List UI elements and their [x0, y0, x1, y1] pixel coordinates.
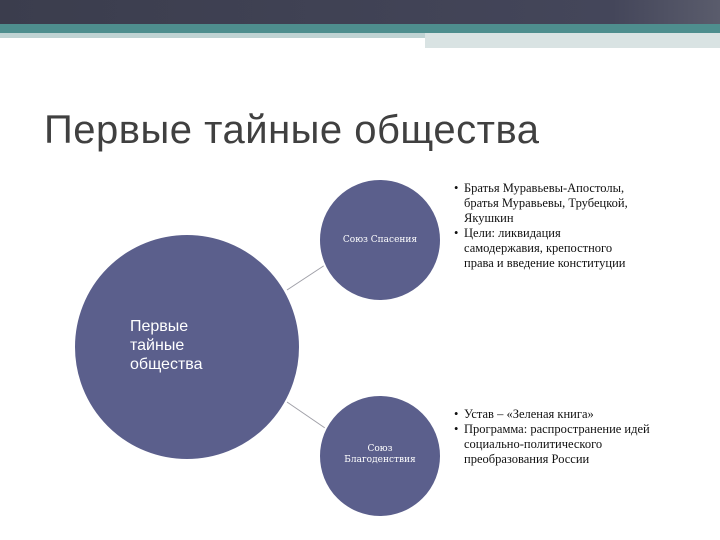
node-label-soyuz-spaseniya: Союз Спасения — [342, 235, 418, 245]
bullet-item: • Братья Муравьевы-Апостолы, братья Муравьевы, Трубецкой, Якушкин — [452, 181, 642, 226]
slide-title: Первые тайные общества — [44, 108, 540, 152]
connector-bottom — [287, 402, 325, 428]
bullet-item: • Программа: распространение идей социально-политического преобразования России — [452, 422, 652, 467]
bullet-list-soyuz-blagodenstviya — [452, 407, 652, 467]
center-node-label: Первые тайные общества — [130, 318, 203, 373]
bullet-item: • Устав – «Зеленая книга» — [452, 407, 652, 422]
bullet-list-soyuz-spaseniya — [452, 181, 642, 271]
node-label-soyuz-blagodenstviya: Союз Благоденствия — [344, 444, 416, 465]
bullet-item: • Цели: ликвидация самодержавия, крепостного права и введение конституции — [452, 226, 642, 271]
connector-top — [287, 265, 325, 290]
